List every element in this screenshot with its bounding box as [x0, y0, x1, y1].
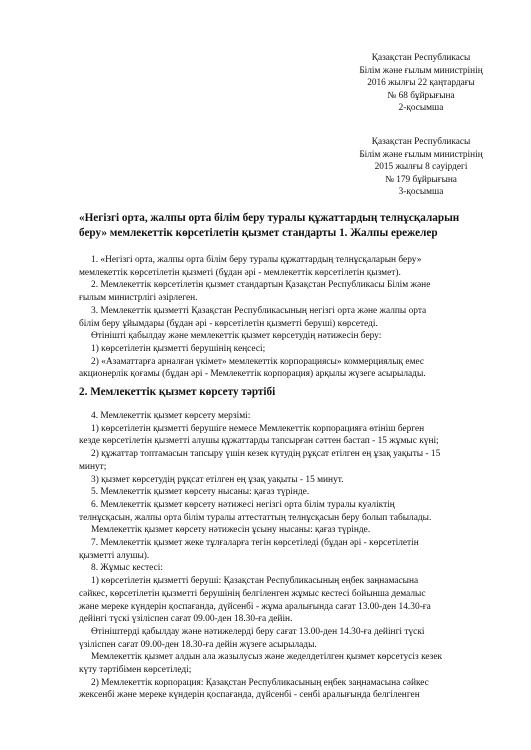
- approval-block-2015: [336, 136, 506, 199]
- paragraph-line: қызметті алушы).: [79, 550, 150, 561]
- approval-line: 2016 жылғы 22 қаңтардағы: [367, 78, 475, 89]
- paragraph-line: ғылым министрлігі әзірлеген.: [79, 293, 198, 304]
- paragraph-line: үзіліспен сағат 09.00-ден 18.30-ға дейін жүзеге асырылады.: [79, 639, 317, 650]
- paragraph-line: Мемлекеттік қызмет алдын ала жазылусыз және жеделдетілген қызмет көрсетусіз кезек: [91, 652, 443, 663]
- paragraph-line: 6. Мемлекеттік қызмет көрсету нәтижесі негізгі орта білім туралы куәліктің: [91, 499, 395, 510]
- paragraph-line: 7. Мемлекеттік қызмет жеке тұлғаларға тегін көрсетіледі (бұдан әрі - көрсетілетін: [91, 538, 419, 549]
- title-line: беру» мемлекеттік көрсетілетін қызмет стандарты 1. Жалпы ережелер: [79, 227, 438, 239]
- paragraph-line: 5. Мемлекеттік қызмет көрсету нысаны: қағаз түрінде.: [91, 487, 310, 498]
- approval-line: Білім және ғылым министрінің: [359, 65, 483, 76]
- paragraph-line: 1) көрсетілетін қызметті берушіге немесе Мемлекеттік корпорацияға өтініш берген: [91, 423, 425, 434]
- paragraph-line: дейінгі түскі үзіліспен сағат 09.00-ден 18.30-ға дейін.: [79, 614, 293, 625]
- approval-line: 3-қосымша: [398, 187, 444, 198]
- approval-line: № 179 бұйрығына: [385, 174, 457, 185]
- approval-line: Білім және ғылым министрінің: [359, 149, 483, 160]
- paragraph-line: 1. «Негізгі орта, жалпы орта білім беру туралы құжаттардың телнұсқаларын беру»: [91, 255, 422, 265]
- paragraph-line: 4. Мемлекеттік қызмет көрсету мерзімі:: [91, 411, 251, 421]
- paragraph-line: минут;: [79, 461, 107, 472]
- paragraph-line: білім беру ұйымдары (бұдан әрі - көрсетілетін қызметті беруші) көрсетеді.: [79, 318, 378, 329]
- section-heading: 2. Мемлекеттік қызмет көрсету тәртібі: [79, 386, 276, 398]
- paragraph-line: кезде көрсетілетін қызметті алушы құжаттарды тапсырған сәттен бастап - 15 жұмыс күні;: [79, 436, 439, 447]
- paragraph-line: Мемлекеттік қызмет көрсету нәтижесін ұсыну нысаны: қағаз түрінде.: [91, 525, 371, 536]
- paragraph-line: 2. Мемлекеттік көрсетілетін қызмет стандартын Қазақстан Республикасы Білім және: [91, 280, 431, 291]
- title-line: «Негізгі орта, жалпы орта білім беру туралы құжаттардың телнұсқаларын: [79, 212, 460, 224]
- paragraph-line: жексенбі және мереке күндерін қоспағанда, дүйсенбі - сенбі аралығында белгіленген: [79, 690, 420, 701]
- approval-line: 2015 жылғы 8 сәуірдегі: [374, 162, 468, 173]
- paragraph-line: телнұсқасын, жалпы орта білім туралы аттестаттың телнұсқасын беру болып табылады.: [79, 512, 432, 523]
- paragraph-line: 2) «Азаматтарға арналған үкімет» мемлекеттік корпорациясы» коммерциялық емес: [91, 356, 425, 367]
- approval-line: № 68 бұйрығына: [387, 90, 455, 101]
- section-general-provisions: [79, 254, 499, 381]
- approval-line: Қазақстан Республикасы: [371, 53, 471, 63]
- paragraph-line: 2) құжаттар топтамасын тапсыру үшін кезек күтудің рұқсат етілген ең ұзақ уақыты - 15: [91, 449, 441, 460]
- paragraph-line: күту тәртібімен көрсетіледі;: [79, 665, 192, 676]
- approval-line: Қазақстан Республикасы: [371, 137, 471, 147]
- approval-block-2016: [336, 52, 506, 115]
- paragraph-line: 3) қызмет көрсетудің рұқсат етілген ең ұзақ уақыты - 15 минут.: [91, 474, 344, 485]
- paragraph-line: және мереке күндерін қоспағанда, дүйсенбі - жұма аралығында сағат 13.00-ден 14.30-ға: [79, 601, 431, 612]
- paragraph-line: Өтініштерді қабылдау және нәтижелерді беру сағат 13.00-ден 14.30-ға дейінгі түскі: [91, 626, 425, 637]
- paragraph-line: 1) көрсетілетін қызметті беруші: Қазақстан Республикасының еңбек заңнамасына: [91, 576, 419, 587]
- paragraph-line: 8. Жұмыс кестесі:: [91, 563, 163, 574]
- section-service-procedure: [79, 410, 499, 702]
- approval-line: 2-қосымша: [398, 103, 444, 114]
- paragraph-line: акционерлік қоғамы (бұдан әрі - Мемлекеттік корпорация) арқылы жүзеге асырылады.: [79, 369, 426, 380]
- paragraph-line: 1) көрсетілетін қызметті берушінің кеңсесі;: [91, 343, 266, 354]
- paragraph-line: сәйкес, көрсетілетін қызметті берушінің белгіленген жұмыс кестесі бойынша демалыс: [79, 588, 426, 599]
- paragraph-line: 2) Мемлекеттік корпорация: Қазақстан Республикасының еңбек заңнамасына сәйкес: [91, 677, 429, 688]
- document-title: [79, 211, 499, 241]
- paragraph-line: Өтінішті қабылдау және мемлекеттік қызмет көрсетудің нәтижесін беру:: [91, 331, 382, 342]
- paragraph-line: мемлекеттік көрсетілетін қызметі (бұдан әрі - мемлекеттік көрсетілетін қызмет).: [79, 267, 401, 278]
- paragraph-line: 3. Мемлекеттік қызметті Қазақстан Республикасының негізгі орта және жалпы орта: [91, 305, 427, 316]
